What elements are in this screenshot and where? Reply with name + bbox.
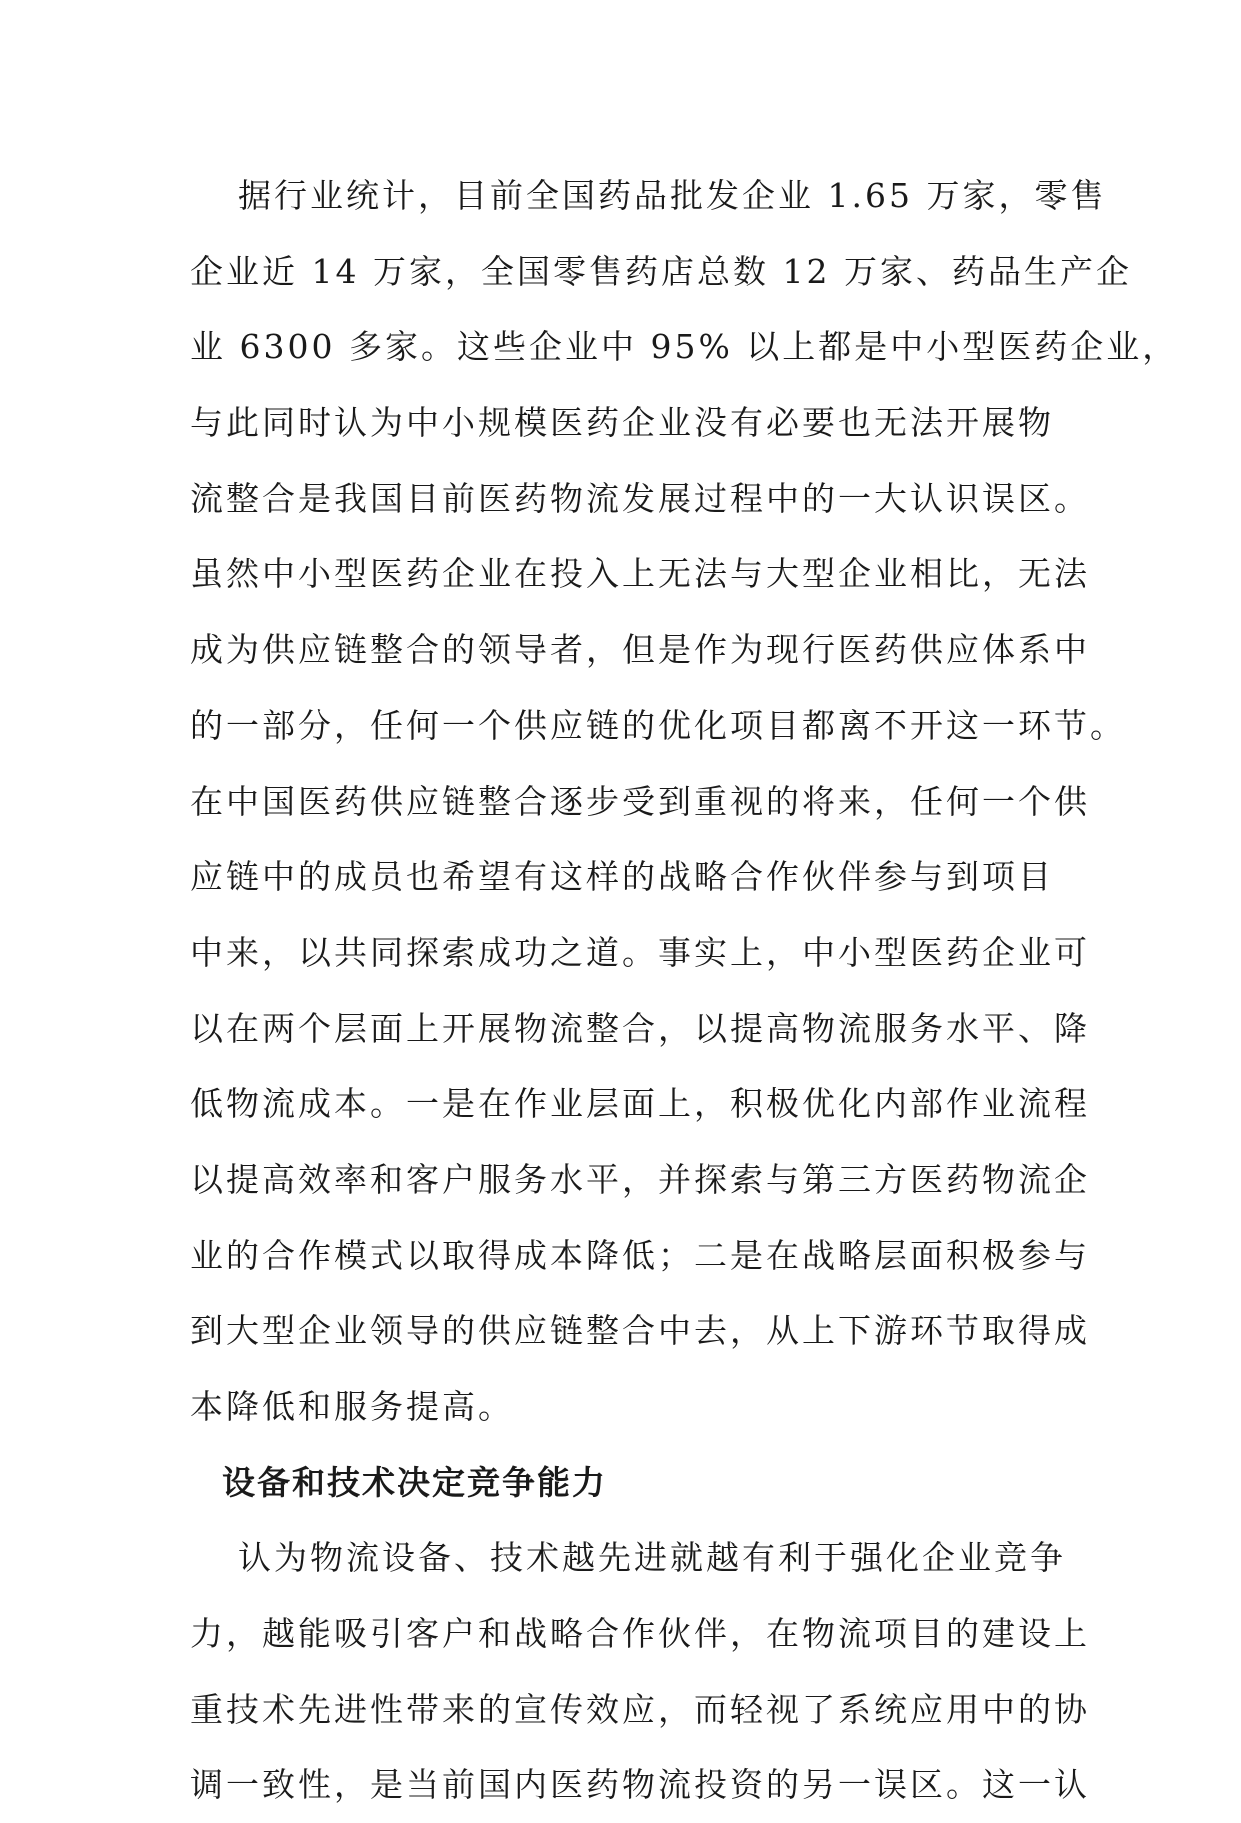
text-line: 低物流成本。一是在作业层面上，积极优化内部作业流程: [190, 1084, 1090, 1124]
document-body: [190, 158, 1179, 1823]
text-line: 应链中的成员也希望有这样的战略合作伙伴参与到项目: [190, 857, 1054, 897]
text-line: 据行业统计，目前全国药品批发企业 1.65 万家，零售: [238, 176, 1107, 215]
text-line: 到大型企业领导的供应链整合中去，从上下游环节取得成: [190, 1311, 1090, 1351]
text-line: 成为供应链整合的领导者，但是作为现行医药供应体系中: [190, 630, 1090, 670]
text-line: 以提高效率和客户服务水平，并探索与第三方医药物流企: [190, 1159, 1090, 1199]
section-heading: 设备和技术决定竞争能力: [222, 1462, 607, 1502]
text-line: 流整合是我国目前医药物流发展过程中的一大认识误区。: [190, 478, 1090, 518]
text-line: 中来，以共同探索成功之道。事实上，中小型医药企业可: [190, 932, 1090, 972]
paragraph-equipment-technology: [190, 1520, 1090, 1823]
text-line: 业的合作模式以取得成本降低；二是在战略层面积极参与: [190, 1235, 1090, 1275]
text-line: 重技术先进性带来的宣传效应，而轻视了系统应用中的协: [190, 1689, 1090, 1729]
text-line: 以在两个层面上开展物流整合，以提高物流服务水平、降: [190, 1008, 1090, 1048]
text-line: 本降低和服务提高。: [190, 1387, 514, 1426]
text-line: 认为物流设备、技术越先进就越有利于强化企业竞争: [238, 1538, 1066, 1578]
text-line: 虽然中小型医药企业在投入上无法与大型企业相比，无法: [190, 554, 1090, 594]
text-line: 在中国医药供应链整合逐步受到重视的将来，任何一个供: [190, 781, 1090, 821]
text-line: 业 6300 多家。这些企业中 95% 以上都是中小型医药企业，: [190, 327, 1179, 367]
text-line: 调一致性，是当前国内医药物流投资的另一误区。这一认: [190, 1765, 1090, 1805]
paragraph-industry-stats: [190, 158, 1179, 1445]
text-line: 的一部分，任何一个供应链的优化项目都离不开这一环节。: [190, 705, 1126, 745]
text-line: 力，越能吸引客户和战略合作伙伴，在物流项目的建设上: [190, 1614, 1090, 1654]
text-line: 与此同时认为中小规模医药企业没有必要也无法开展物: [190, 403, 1054, 443]
text-line: 企业近 14 万家，全国零售药店总数 12 万家、药品生产企: [190, 251, 1132, 291]
